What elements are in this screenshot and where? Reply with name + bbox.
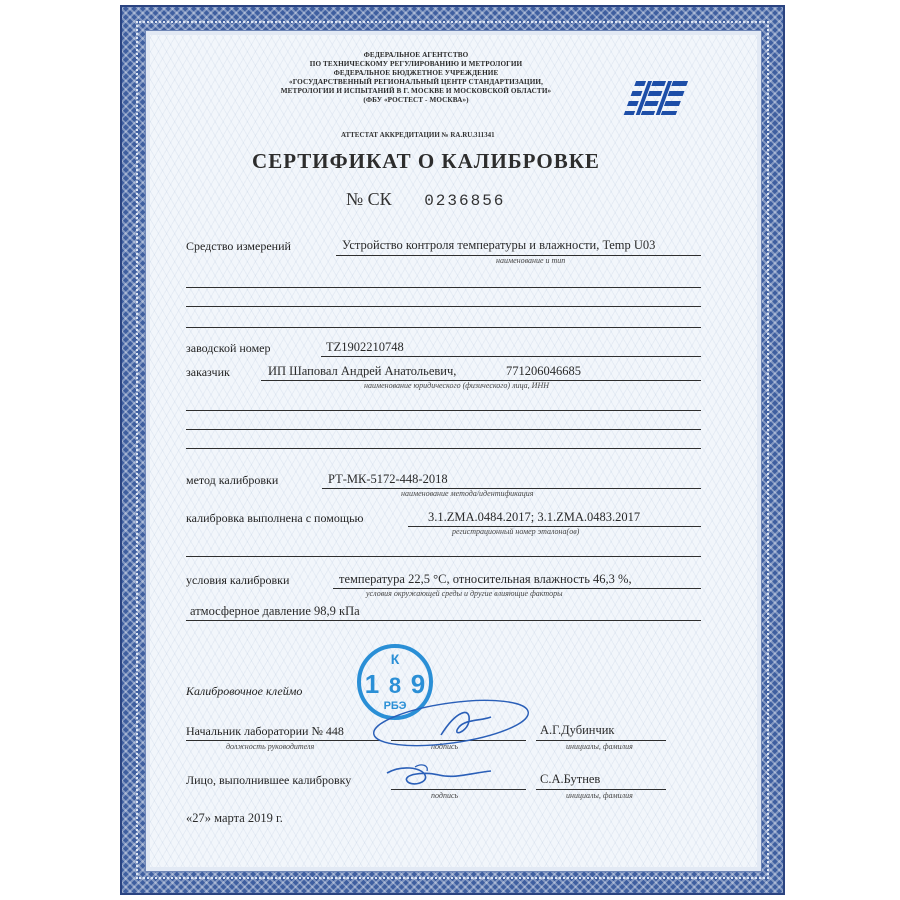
org-line: ФЕДЕРАЛЬНОЕ АГЕНТСТВО <box>363 51 469 59</box>
performer-signature-hint: подпись <box>431 791 459 800</box>
method-label: метод калибровки <box>186 473 279 487</box>
head-role-hint: должность руководителя <box>226 742 315 751</box>
blank-line <box>186 429 701 430</box>
customer-label: заказчик <box>186 365 230 379</box>
org-line: (ФБУ «РОСТЕСТ - МОСКВА») <box>363 96 469 104</box>
stamp-top-letter: К <box>390 651 400 667</box>
head-name-underline <box>536 740 666 741</box>
conditions-underline-2 <box>186 620 701 621</box>
certificate-date: «27» марта 2019 г. <box>186 811 283 825</box>
head-signature <box>371 691 541 751</box>
performed-label: калибровка выполнена с помощью <box>186 511 364 525</box>
blank-line <box>186 327 701 328</box>
head-name: А.Г.Дубинчик <box>540 723 615 737</box>
serial-underline <box>321 356 701 357</box>
blank-line <box>186 306 701 307</box>
method-value: РТ-МК-5172-448-2018 <box>328 472 448 486</box>
performer-role: Лицо, выполнившее калибровку <box>186 773 352 787</box>
head-role-underline <box>186 740 381 741</box>
performer-name-hint: инициалы, фамилия <box>566 791 633 800</box>
certificate-title: СЕРТИФИКАТ О КАЛИБРОВКЕ <box>252 149 600 173</box>
instrument-label: Средство измерений <box>186 239 291 253</box>
blank-line <box>186 556 701 557</box>
method-hint: наименование метода/идентификация <box>401 489 534 498</box>
serial-label: заводской номер <box>186 341 271 355</box>
stamp-center-digit: 8 <box>388 673 402 698</box>
customer-value: ИП Шаповал Андрей Анатольевич, <box>268 364 457 378</box>
stamp-right-digit: 9 <box>410 669 426 699</box>
performer-name-underline <box>536 789 666 790</box>
certificate-number: 0236856 <box>424 192 506 210</box>
instrument-hint: наименование и тип <box>496 256 566 265</box>
conditions-hint: условия окружающей среды и другие влияющие факторы <box>366 589 563 598</box>
blank-line <box>186 410 701 411</box>
org-line: ПО ТЕХНИЧЕСКОМУ РЕГУЛИРОВАНИЮ И МЕТРОЛОГИИ <box>309 60 523 68</box>
performed-hint: регистрационный номер эталона(ов) <box>452 527 580 536</box>
performer-name: С.А.Бутнев <box>540 772 601 786</box>
head-name-hint: инициалы, фамилия <box>566 742 633 751</box>
instrument-value: Устройство контроля температуры и влажности, Temp U03 <box>342 238 656 252</box>
customer-hint: наименование юридического (физического) лица, ИНН <box>364 381 550 390</box>
customer-inn: 771206046685 <box>506 364 581 378</box>
org-line: «ГОСУДАРСТВЕННЫЙ РЕГИОНАЛЬНЫЙ ЦЕНТР СТАНДАРТИЗАЦИИ, <box>289 78 543 86</box>
performer-signature <box>381 759 501 795</box>
head-signature-hint: подпись <box>431 742 459 751</box>
blank-line <box>186 287 701 288</box>
conditions-label: условия калибровки <box>186 573 290 587</box>
conditions-value-2: атмосферное давление 98,9 кПа <box>190 604 360 618</box>
organization-header <box>206 51 626 105</box>
performed-value: 3.1.ZMA.0484.2017; 3.1.ZMA.0483.2017 <box>428 510 641 524</box>
stamp-left-digit: 1 <box>364 669 380 699</box>
certificate-number-row <box>346 189 505 210</box>
org-line: МЕТРОЛОГИИ И ИСПЫТАНИЙ В Г. МОСКВЕ И МОСКОВСКОЙ ОБЛАСТИ» <box>280 87 552 95</box>
certificate-sheet <box>145 30 762 872</box>
rostest-logo-icon <box>621 73 691 123</box>
accreditation-text: АТТЕСТАТ АККРЕДИТАЦИИ № RA.RU.311341 <box>341 131 495 139</box>
blank-line <box>186 448 701 449</box>
serial-value: TZ1902210748 <box>326 340 404 354</box>
stamp-label: Калибровочное клеймо <box>186 684 303 698</box>
head-role: Начальник лаборатории № 448 <box>186 724 344 738</box>
stamp-bottom-text: РБЭ <box>383 700 407 712</box>
org-line: ФЕДЕРАЛЬНОЕ БЮДЖЕТНОЕ УЧРЕЖДЕНИЕ <box>333 69 499 77</box>
certificate-number-label: № СК <box>346 189 392 209</box>
conditions-value: температура 22,5 °С, относительная влажность 46,3 %, <box>339 572 632 586</box>
